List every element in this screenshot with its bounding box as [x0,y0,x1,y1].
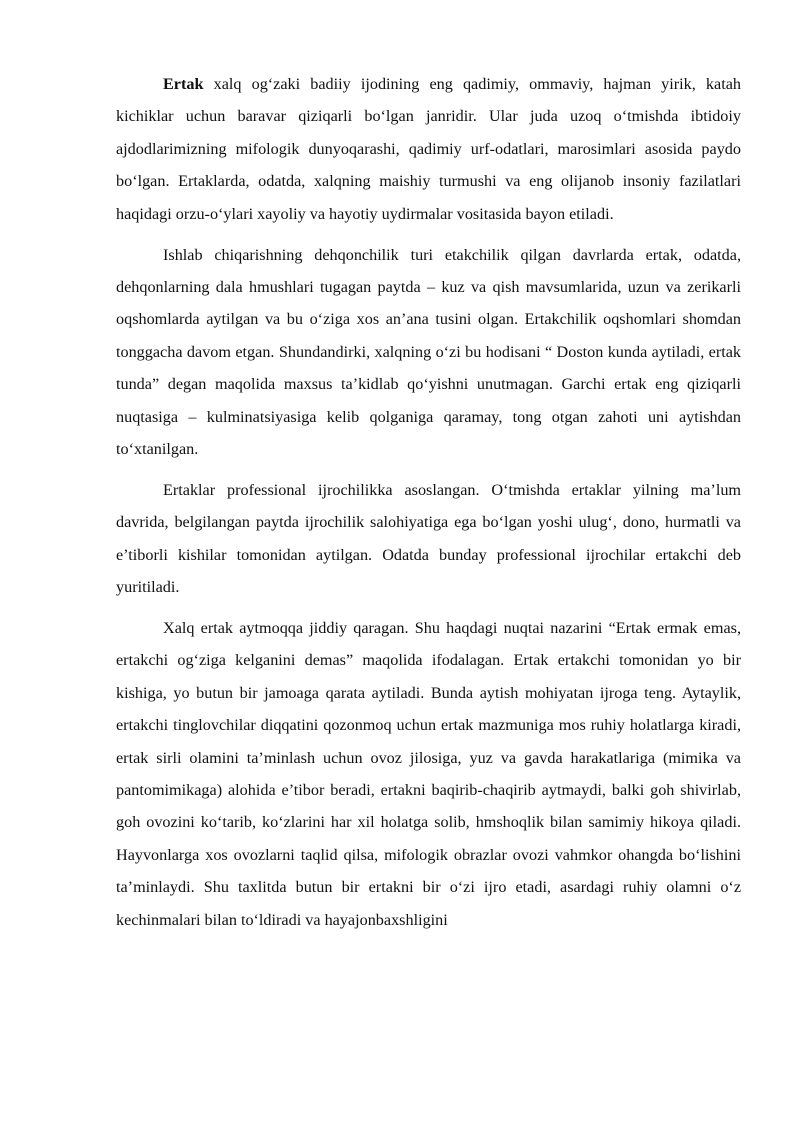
paragraph-3 [116,474,741,604]
paragraph-1-text: xalq og‘zaki badiiy ijodining eng qadimiy, ommaviy, hajman yirik, katah kichiklar uchun baravar qiziqarli bo‘lgan janridir. Ular juda uzoq o‘tmishda ibtidoiy ajdodlarimizning mifologik dunyoqarashi, qadimiy urf-odatlari, marosimlari asosida paydo bo‘lgan. Ertaklarda, odatda, xalqning maishiy turmushi va eng olijanob insoniy fazilatlari haqidagi orzu-o‘ylari xayoliy va hayotiy uydirmalar vositasida bayon etiladi. [116,75,741,223]
paragraph-1-lead: Ertak [163,75,204,93]
paragraph-4-text: Xalq ertak aytmoqqa jiddiy qaragan. Shu haqdagi nuqtai nazarini “Ertak ermak emas, ertakchi og‘ziga kelganini demas” maqolida ifodalagan. Ertak ertakchi tomonidan yo bir kishiga, yo butun bir jamoaga qarata aytiladi. Bunda aytish mohiyatan ijroga teng. Aytaylik, ertakchi tinglovchilar diqqatini qozonmoq uchun ertak mazmuniga mos ruhiy holatlarga kiradi, ertak sirli olamini ta’minlash uchun ovoz jilosiga, yuz va gavda harakatlariga (mimika va pantomimikaga) alohida e’tibor beradi, ertakni baqirib-chaqirib aytmaydi, balki goh shivirlab, goh ovozini ko‘tarib, ko‘zlarini har xil holatga solib, hmshoqlik bilan samimiy hikoya qiladi. Hayvonlarga xos ovozlarni taqlid qilsa, mifologik obrazlar ovozi vahmkor ohangda bo‘lishini ta’minlaydi. Shu taxlitda butun bir ertakni bir o‘zi ijro etadi, asardagi ruhiy olamni o‘z kechinmalari bilan to‘ldiradi va hayajonbaxshligini [116,619,741,929]
paragraph-3-text: Ertaklar professional ijrochilikka asoslangan. O‘tmishda ertaklar yilning ma’lum davrida, belgilangan paytda ijrochilik salohiyatiga ega bo‘lgan yoshi ulug‘, dono, hurmatli va e’tiborli kishilar tomonidan aytilgan. Odatda bunday professional ijrochilar ertakchi deb yuritiladi. [116,480,741,597]
document-page [116,68,741,945]
paragraph-2-text: Ishlab chiqarishning dehqonchilik turi etakchilik qilgan davrlarda ertak, odatda, dehqonlarning dala hmushlari tugagan paytda – kuz va qish mavsumlarida, uzun va zerikarli oqshomlarda aytilgan va bu o‘ziga xos an’ana tusini olgan. Ertakchilik oqshomlari shomdan tonggacha davom etgan. Shundandirki, xalqning o‘zi bu hodisani “ Doston kunda aytiladi, ertak tunda” degan maqolida maxsus ta’kidlab qo‘yishni unutmagan. Garchi ertak eng qiziqarli nuqtasiga – kulminatsiyasiga kelib qolganiga qaramay, tong otgan zahoti uni aytishdan to‘xtanilgan. [116,245,741,458]
paragraph-1 [116,68,741,230]
paragraph-2 [116,239,741,466]
paragraph-4 [116,612,741,936]
